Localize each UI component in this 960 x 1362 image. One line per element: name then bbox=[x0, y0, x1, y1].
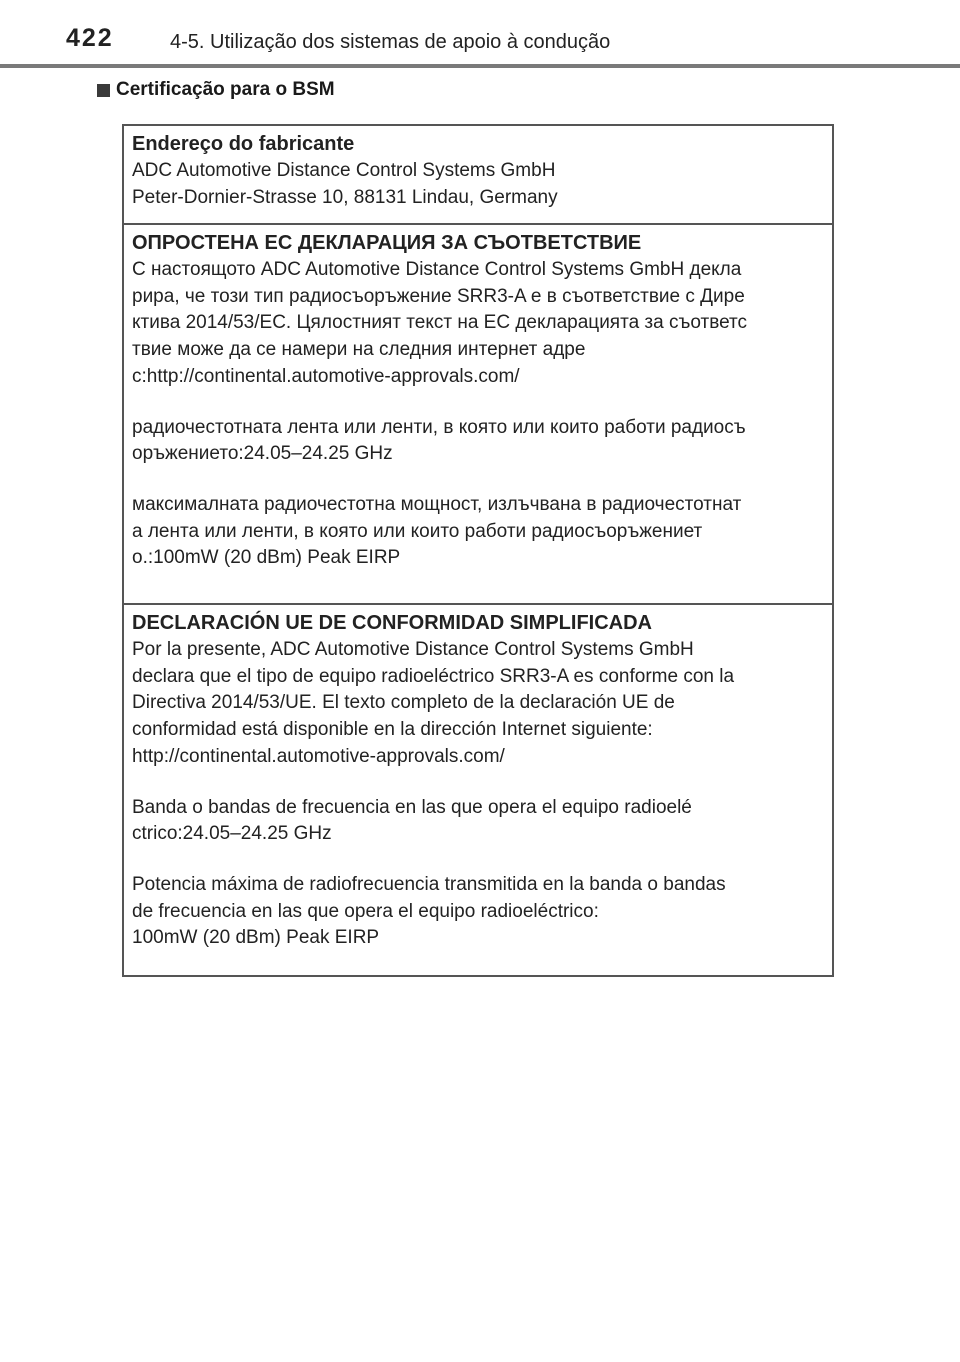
page-header bbox=[0, 0, 960, 70]
declaration-line: Directiva 2014/53/UE. El texto completo de la declaración UE de bbox=[132, 692, 675, 714]
declaration-line: declara que el tipo de equipo radioeléctrico SRR3-A es conforme con la bbox=[132, 665, 735, 687]
spanish-declaration-section bbox=[124, 605, 832, 975]
frequency-band-line: оръжението:24.05–24.25 GHz bbox=[132, 443, 393, 465]
frequency-band-line: ctrico:24.05–24.25 GHz bbox=[132, 823, 332, 845]
frequency-band-line: радиочестотната лента или ленти, в която или които работи радиосъ bbox=[132, 416, 746, 438]
chapter-title: 4-5. Utilização dos sistemas de apoio à condução bbox=[170, 31, 611, 53]
frequency-band-line: Banda o bandas de frecuencia en las que opera el equipo radioelé bbox=[132, 796, 692, 818]
max-power-line: 100mW (20 dBm) Peak EIRP bbox=[132, 927, 380, 949]
declaration-line: рира, че този тип радиосъоръжение SRR3-A е в съответствие с Дире bbox=[132, 285, 745, 307]
manufacturer-line: ADC Automotive Distance Control Systems GmbH bbox=[132, 160, 556, 181]
max-power-line: Potencia máxima de radiofrecuencia transmitida en la banda o bandas bbox=[132, 873, 726, 895]
square-bullet-icon bbox=[97, 84, 110, 97]
certification-box bbox=[122, 124, 834, 977]
manufacturer-title: Endereço do fabricante bbox=[132, 133, 355, 155]
declaration-line: с:http://continental.automotive-approvals.com/ bbox=[132, 365, 520, 387]
bulgarian-declaration-title: ОПРОСТЕНА ЕС ДЕКЛАРАЦИЯ ЗА СЪОТВЕТСТВИЕ bbox=[132, 232, 642, 254]
manufacturer-line: Peter-Dornier-Strasse 10, 88131 Lindau, Germany bbox=[132, 186, 558, 208]
declaration-line: http://continental.automotive-approvals.com/ bbox=[132, 745, 505, 767]
max-power-line: а лента или ленти, в която или които работи радиосъоръжениет bbox=[132, 520, 703, 542]
page-number: 422 bbox=[66, 24, 114, 52]
section-heading bbox=[97, 79, 335, 101]
header-divider bbox=[0, 64, 960, 68]
max-power-line: максималната радиочестотна мощност, излъчвана в радиочестотнат bbox=[132, 493, 742, 515]
bulgarian-declaration-section bbox=[124, 225, 832, 605]
section-heading-text: Certificação para o BSM bbox=[116, 79, 335, 100]
declaration-line: С настоящото ADC Automotive Distance Control Systems GmbH декла bbox=[132, 259, 742, 280]
spanish-declaration-title: DECLARACIÓN UE DE CONFORMIDAD SIMPLIFICADA bbox=[132, 612, 652, 634]
declaration-line: ктива 2014/53/ЕС. Цялостният текст на ЕС декларацията за съответс bbox=[132, 312, 748, 334]
declaration-line: твие може да се намери на следния интернет адре bbox=[132, 339, 586, 361]
manufacturer-address-section bbox=[124, 126, 832, 225]
declaration-line: conformidad está disponible en la dirección Internet siguiente: bbox=[132, 719, 653, 741]
max-power-line: de frecuencia en las que opera el equipo radioeléctrico: bbox=[132, 900, 599, 922]
max-power-line: о.:100mW (20 dBm) Peak EIRP bbox=[132, 547, 401, 569]
declaration-line: Por la presente, ADC Automotive Distance Control Systems GmbH bbox=[132, 639, 694, 660]
